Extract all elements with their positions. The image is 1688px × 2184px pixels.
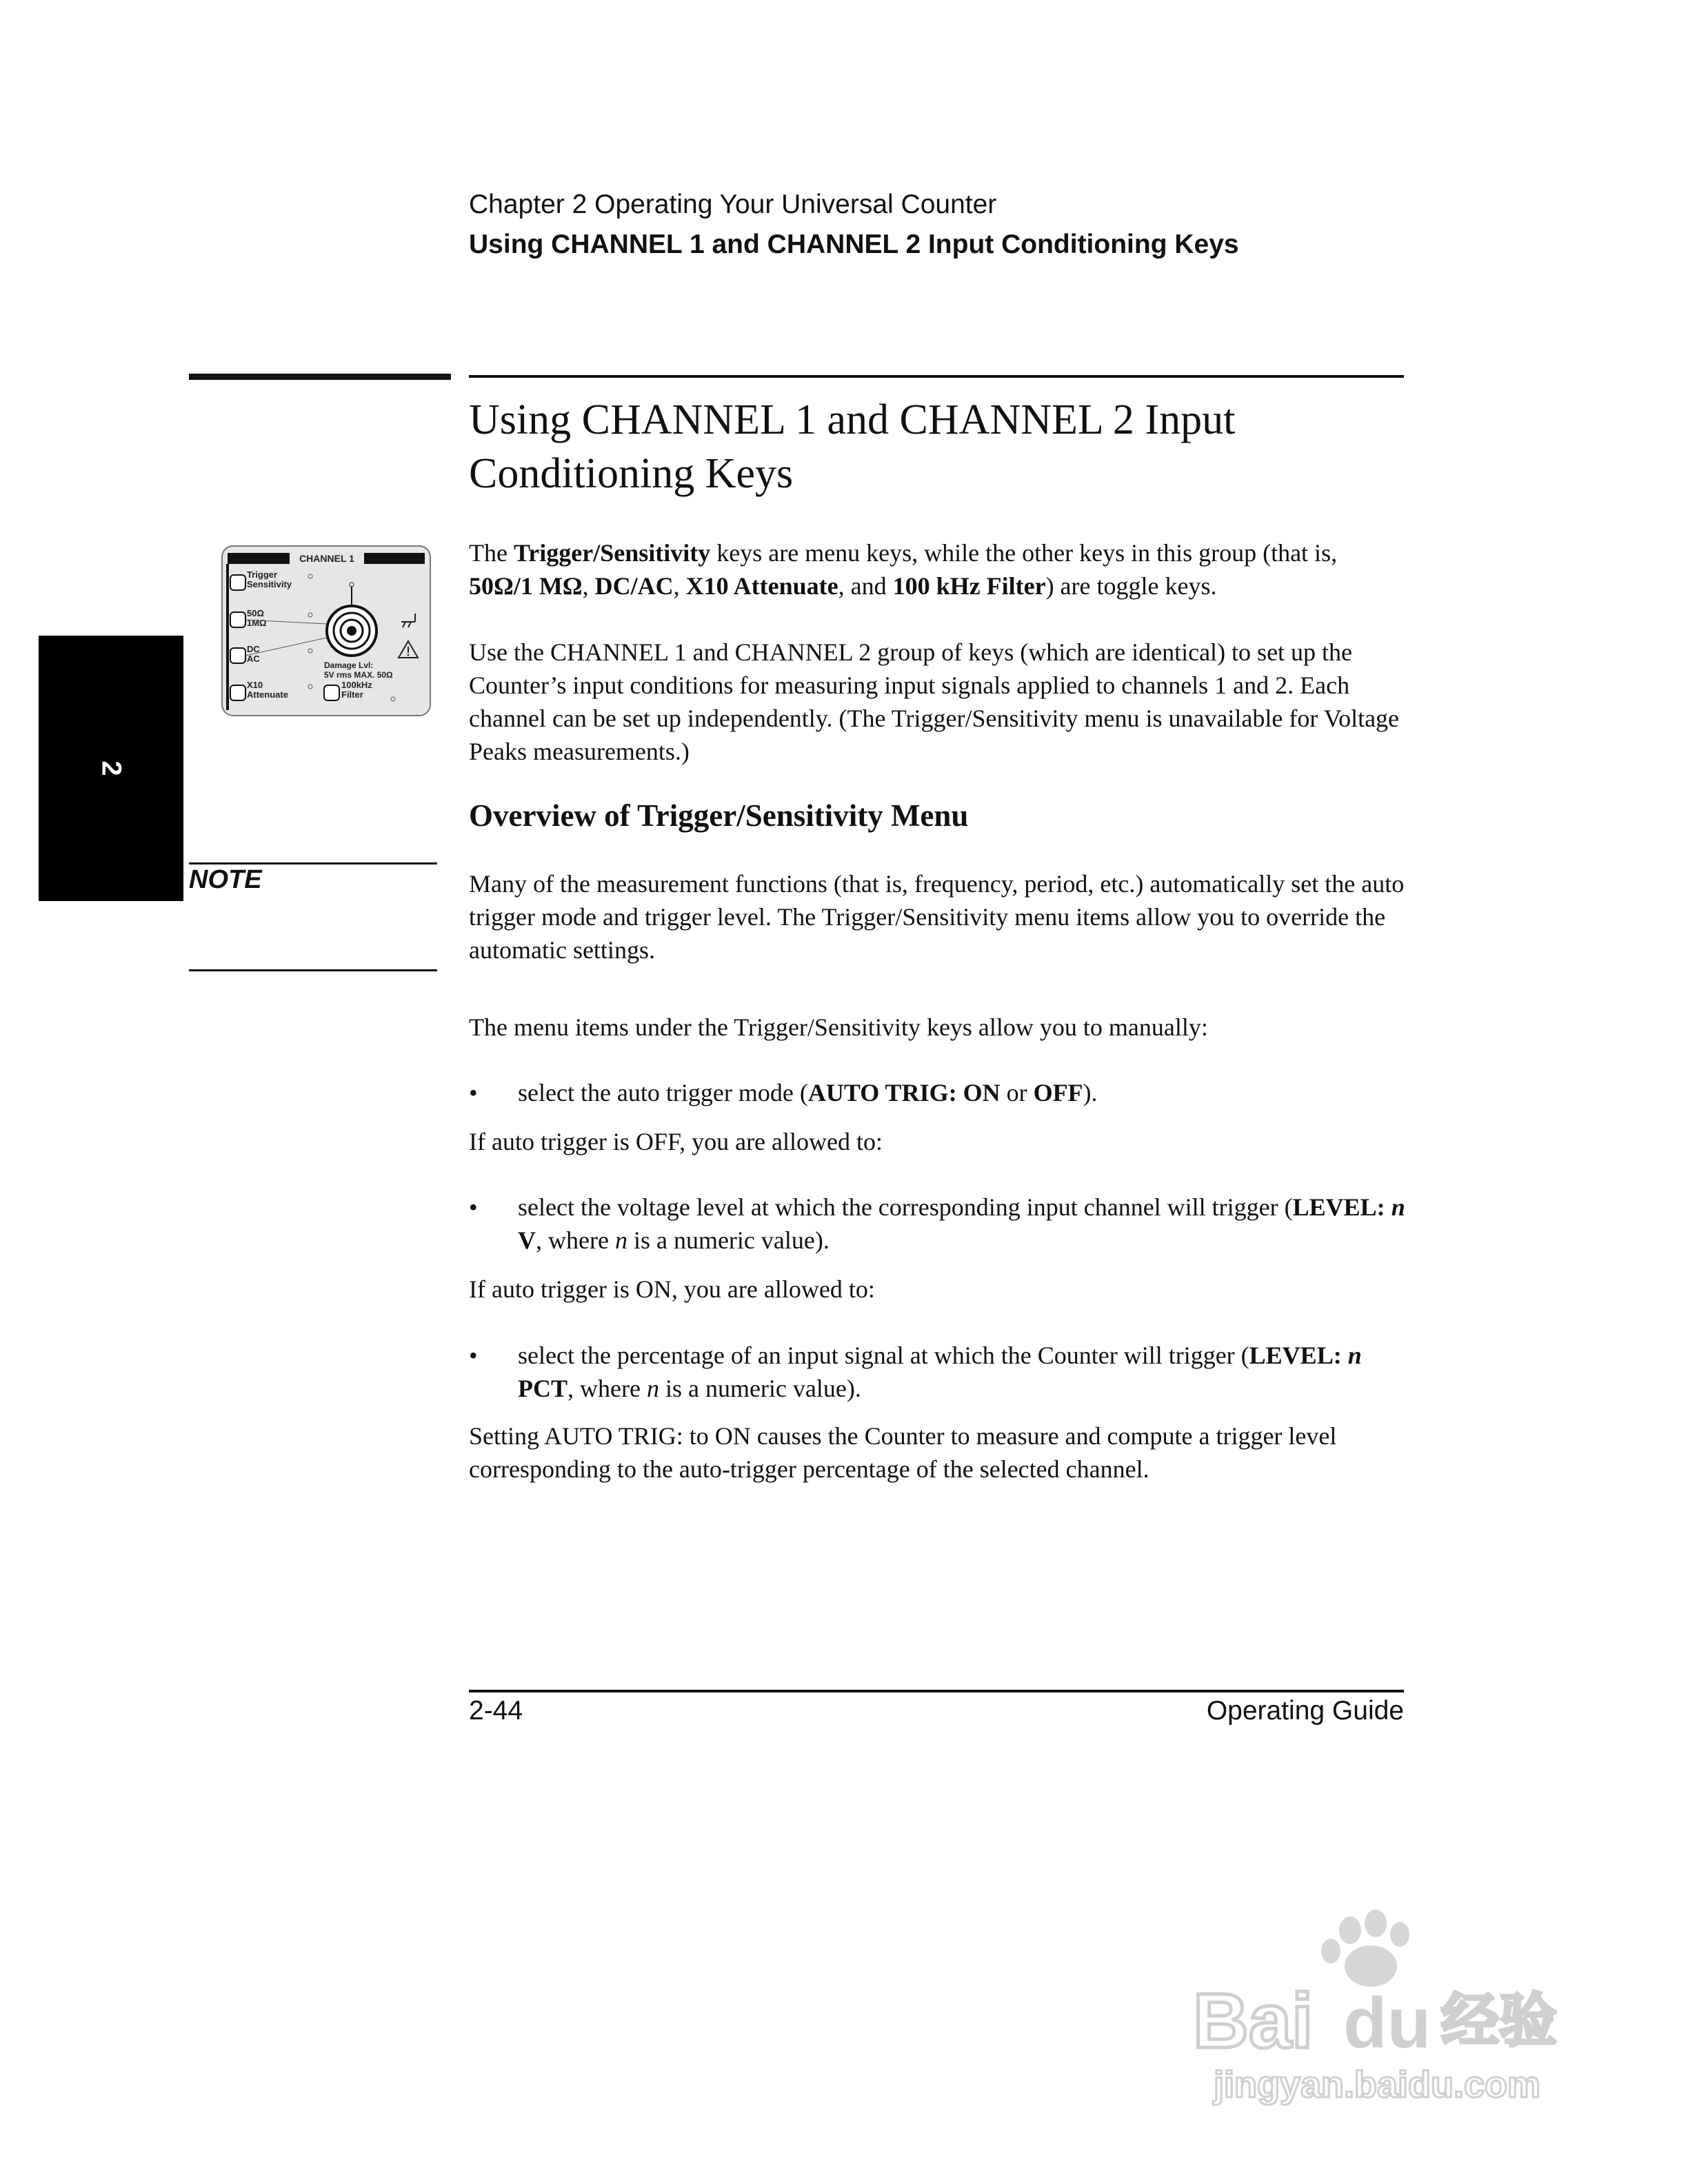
intro-paragraph: The Trigger/Sensitivity keys are menu keys, while the other keys in this group (that is, 50Ω/1 MΩ, DC/AC, X10 Attenuate, and 100 kHz Filter) are toggle keys.: [469, 539, 1338, 600]
menu-intro-paragraph: The menu items under the Trigger/Sensitivity keys allow you to manually:: [469, 1013, 1208, 1041]
chapter-tab-number: 2: [96, 760, 127, 776]
note-rule-bottom: [189, 969, 437, 971]
watermark-url: jingyan.baidu.com: [1214, 2064, 1541, 2105]
bullet-marker: •: [469, 1079, 478, 1106]
footer-rule: [469, 1690, 1404, 1692]
page-title-line2: Conditioning Keys: [469, 450, 794, 497]
svg-text:100kHz: 100kHz: [341, 680, 372, 690]
baidu-watermark: [1165, 1903, 1579, 2110]
damage-level-label: Damage Lvl:: [324, 660, 374, 670]
svg-text:Filter: Filter: [341, 689, 363, 700]
setting-paragraph: Setting AUTO TRIG: to ON causes the Counter to measure and compute a trigger level corresponding to the auto-trigger percentage of the selected channel.: [469, 1422, 1337, 1483]
chapter-tab: [39, 636, 183, 901]
svg-text:AC: AC: [247, 654, 260, 664]
if-off-paragraph: If auto trigger is OFF, you are allowed to:: [469, 1128, 883, 1155]
svg-text:DC: DC: [247, 644, 260, 654]
svg-text:Trigger: Trigger: [247, 569, 278, 580]
use-paragraph: Use the CHANNEL 1 and CHANNEL 2 group of keys (which are identical) to set up the Counter’s input conditions for measuring input signals applied to channels 1 and 2. Each channel can be set up independently. (The Trigger/Sensitivity menu is unavailable for Voltage Peaks measurements.): [469, 638, 1400, 765]
section-rule-left: [189, 374, 451, 380]
damage-level-value: 5V rms MAX. 50Ω: [324, 670, 393, 680]
attenuate-key: [230, 685, 245, 700]
page-title: [469, 393, 1407, 501]
svg-text:X10: X10: [247, 680, 263, 690]
svg-text:Sensitivity: Sensitivity: [247, 579, 292, 589]
bullet-marker: •: [469, 1342, 478, 1369]
svg-text:1MΩ: 1MΩ: [247, 618, 267, 628]
bullet-text: select the percentage of an input signal at which the Counter will trigger (LEVEL: n PCT, where n is a numeric value).: [518, 1342, 1362, 1402]
page-title-line1: Using CHANNEL 1 and CHANNEL 2 Input: [469, 396, 1236, 443]
channel-1-panel-illustration: [221, 545, 432, 717]
coupling-key: [230, 648, 245, 663]
bullet-marker: •: [469, 1193, 478, 1221]
bullet-text: select the auto trigger mode (AUTO TRIG: ON or OFF).: [518, 1079, 1098, 1106]
watermark-cn: 经验: [1441, 1987, 1558, 2054]
svg-text:50Ω: 50Ω: [247, 608, 264, 618]
note-paragraph: Many of the measurement functions (that is, frequency, period, etc.) automatically set the auto trigger mode and trigger level. The Trigger/Sensitivity menu items allow you to override the automatic settings.: [469, 870, 1405, 964]
filter-key: [324, 685, 339, 700]
watermark-brand-du: du: [1343, 1983, 1431, 2063]
watermark-brand: Bai: [1193, 1978, 1314, 2064]
panel-title: CHANNEL 1: [299, 553, 354, 564]
paw-logo-icon: [1321, 1910, 1409, 1987]
footer-page-number: 2-44: [469, 1696, 523, 1726]
running-header-section: Using CHANNEL 1 and CHANNEL 2 Input Conditioning Keys: [469, 230, 1239, 259]
svg-text:Attenuate: Attenuate: [247, 689, 288, 700]
footer-guide-title: Operating Guide: [1206, 1696, 1404, 1726]
note-rule-top: [189, 862, 437, 865]
impedance-key: [230, 612, 245, 627]
section-rule-right: [469, 375, 1404, 378]
section-subheading: Overview of Trigger/Sensitivity Menu: [469, 798, 969, 833]
if-on-paragraph: If auto trigger is ON, you are allowed to:: [469, 1275, 875, 1303]
note-label: NOTE: [189, 865, 262, 894]
bullet-text: select the voltage level at which the corresponding input channel will trigger (LEVEL: n V, where n is a numeric value).: [518, 1193, 1405, 1254]
running-header-chapter: Chapter 2 Operating Your Universal Counter: [469, 190, 997, 219]
trigger-sensitivity-key: [230, 575, 245, 590]
